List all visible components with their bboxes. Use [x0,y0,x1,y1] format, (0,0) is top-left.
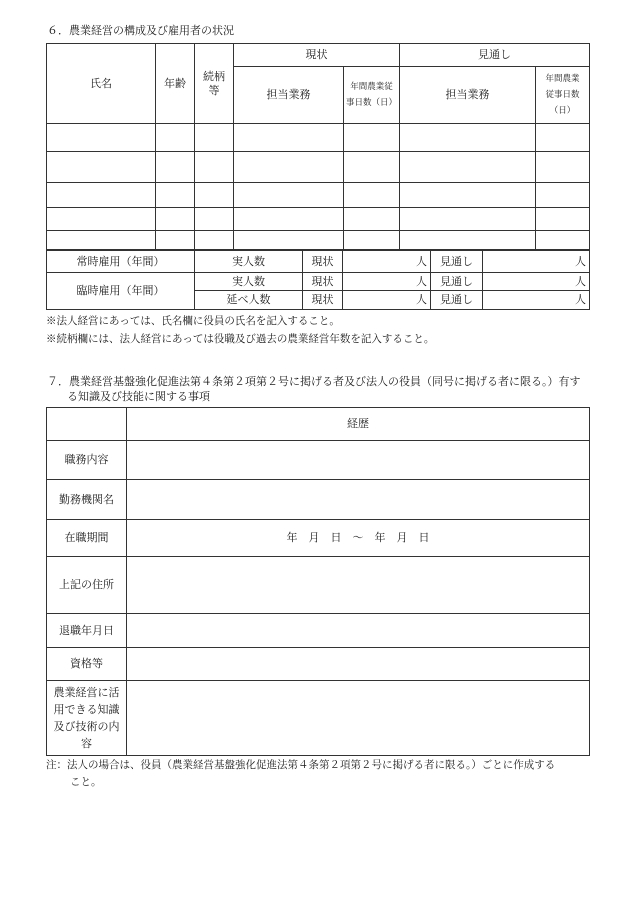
temporary-outlook-label: 見通し [431,273,483,291]
input-cell[interactable] [344,183,400,208]
knowledge-label-line4: 容 [81,737,92,750]
input-cell[interactable] [536,152,590,183]
household-composition-table [46,43,590,250]
regular-actual-count-label: 実人数 [195,251,303,273]
input-cell[interactable] [47,231,156,250]
header-outlook: 見通し [400,44,590,67]
header-name: 氏名 [47,44,156,124]
header-relation [195,44,234,124]
input-cell[interactable] [234,152,344,183]
input-cell[interactable] [47,208,156,231]
employment-table [46,250,590,310]
input-cell[interactable] [195,208,234,231]
employer-input[interactable] [127,480,590,520]
address-label: 上記の住所 [47,557,127,614]
input-cell[interactable] [344,208,400,231]
corner-cell [47,408,127,441]
input-cell[interactable] [156,231,195,250]
employer-label: 勤務機関名 [47,480,127,520]
duties-input[interactable] [127,441,590,480]
address-input[interactable] [127,557,590,614]
knowledge-label-line3: 及び技術の内 [53,720,120,733]
header-days-outlook-line2: 従事日数 [545,90,580,100]
retire-date-input[interactable] [127,614,590,648]
header-relation-line2: 等 [208,83,220,97]
header-relation-line1: 続柄 [203,69,225,83]
section6-note-1: ※法人経営にあっては、氏名欄に役員の氏名を記入すること。 [46,315,340,327]
input-cell[interactable] [234,124,344,152]
input-cell[interactable] [536,183,590,208]
regular-employment-label: 常時雇用（年間） [47,251,195,273]
period-input[interactable]: 年 月 日 ～ 年 月 日 [127,520,590,557]
temporary-total-current-value[interactable]: 人 [343,291,431,310]
input-cell[interactable] [234,231,344,250]
qualifications-input[interactable] [127,648,590,681]
section6-title: ６．農業経営の構成及び雇用者の状況 [47,24,234,37]
input-cell[interactable] [344,124,400,152]
input-cell[interactable] [536,231,590,250]
input-cell[interactable] [400,208,536,231]
input-cell[interactable] [195,183,234,208]
input-cell[interactable] [344,231,400,250]
input-cell[interactable] [234,208,344,231]
table-row [47,124,590,152]
regular-current-value[interactable]: 人 [343,251,431,273]
input-cell[interactable] [344,152,400,183]
header-duty-current: 担当業務 [234,67,344,124]
retire-date-label: 退職年月日 [47,614,127,648]
section6-note-2: ※続柄欄には、法人経営にあっては役職及び過去の農業経営年数を記入すること。 [46,333,435,345]
knowledge-label-line1: 農業経営に活 [53,686,120,699]
input-cell[interactable] [47,183,156,208]
table-row [47,208,590,231]
input-cell[interactable] [234,183,344,208]
temporary-total-outlook-value[interactable]: 人 [483,291,590,310]
input-cell[interactable] [47,124,156,152]
input-cell[interactable] [195,231,234,250]
table-row [47,152,590,183]
regular-current-label: 現状 [303,251,343,273]
section7-title-line2: る知識及び技能に関する事項 [67,390,210,403]
temporary-employment-label: 臨時雇用（年間） [47,273,195,310]
input-cell[interactable] [156,208,195,231]
temporary-current-value[interactable]: 人 [343,273,431,291]
knowledge-label [47,681,127,756]
table-row [47,231,590,250]
qualifications-label: 資格等 [47,648,127,681]
input-cell[interactable] [156,183,195,208]
input-cell[interactable] [536,208,590,231]
input-cell[interactable] [195,152,234,183]
header-current: 現状 [234,44,400,67]
knowledge-input[interactable] [127,681,590,756]
header-duty-outlook: 担当業務 [400,67,536,124]
temporary-total-current-label: 現状 [303,291,343,310]
input-cell[interactable] [156,152,195,183]
temporary-actual-count-label: 実人数 [195,273,303,291]
input-cell[interactable] [400,231,536,250]
section7-footnote-line1: 注：法人の場合は、役員（農業経営基盤強化促進法第４条第２項第２号に掲げる者に限る。）ごとに作成する [46,759,556,771]
input-cell[interactable] [47,152,156,183]
input-cell[interactable] [195,124,234,152]
input-cell[interactable] [536,124,590,152]
section7-title-line1: ７．農業経営基盤強化促進法第４条第２項第２号に掲げる者及び法人の役員（同号に掲げる者に限る。）有す [47,375,581,388]
header-days-outlook-line3: （日） [549,106,576,116]
knowledge-skills-table [46,407,590,756]
input-cell[interactable] [400,124,536,152]
section7-footnote-line2: こと。 [70,776,102,788]
knowledge-label-line2: 用できる知識 [53,703,120,716]
career-header: 経歴 [127,408,590,441]
header-days-current-line2: 事日数（日） [345,98,397,108]
header-days-current-line1: 年間農業従 [350,82,393,92]
temporary-outlook-value[interactable]: 人 [483,273,590,291]
input-cell[interactable] [156,124,195,152]
regular-outlook-value[interactable]: 人 [483,251,590,273]
header-days-outlook [536,67,590,124]
temporary-total-count-label: 延べ人数 [195,291,303,310]
temporary-current-label: 現状 [303,273,343,291]
input-cell[interactable] [400,152,536,183]
regular-outlook-label: 見通し [431,251,483,273]
input-cell[interactable] [400,183,536,208]
header-age: 年齢 [156,44,195,124]
temporary-total-outlook-label: 見通し [431,291,483,310]
header-days-current [344,67,400,124]
header-days-outlook-line1: 年間農業 [545,74,580,84]
table-row [47,183,590,208]
duties-label: 職務内容 [47,441,127,480]
period-label: 在職期間 [47,520,127,557]
